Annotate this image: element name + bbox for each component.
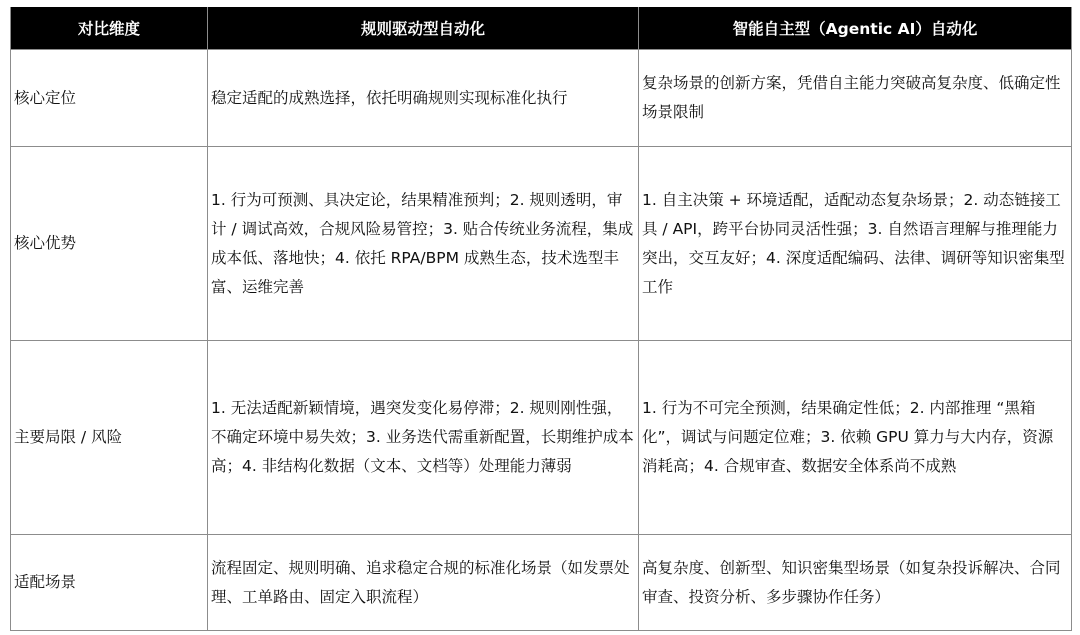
- header-dimension: 对比维度: [11, 7, 208, 50]
- row-agentic-cell: 1. 行为不可完全预测，结果确定性低；2. 内部推理 “黑箱化”，调试与问题定位难；3. 依赖 GPU 算力与大内存，资源消耗高；4. 合规审查、数据安全体系尚不成熟: [639, 341, 1072, 535]
- header-agentic: 智能自主型（Agentic AI）自动化: [639, 7, 1072, 50]
- header-row: [11, 7, 1072, 50]
- row-rule-cell: 流程固定、规则明确、追求稳定合规的标准化场景（如发票处理、工单路由、固定入职流程）: [208, 535, 639, 631]
- comparison-table: [10, 7, 1072, 631]
- table-row: [11, 535, 1072, 631]
- table-row: [11, 147, 1072, 341]
- row-rule-cell: 稳定适配的成熟选择，依托明确规则实现标准化执行: [208, 50, 639, 147]
- table-row: [11, 50, 1072, 147]
- row-dimension: 核心优势: [11, 147, 208, 341]
- table-row: [11, 341, 1072, 535]
- row-rule-cell: 1. 无法适配新颖情境，遇突发变化易停滞；2. 规则刚性强，不确定环境中易失效；3. 业务迭代需重新配置，长期维护成本高；4. 非结构化数据（文本、文档等）处理能力薄弱: [208, 341, 639, 535]
- row-dimension: 核心定位: [11, 50, 208, 147]
- row-rule-cell: 1. 行为可预测、具决定论，结果精准预判；2. 规则透明，审计 / 调试高效，合规风险易管控；3. 贴合传统业务流程，集成成本低、落地快；4. 依托 RPA/BPM 成熟生态，技术选型丰富、运维完善: [208, 147, 639, 341]
- row-agentic-cell: 复杂场景的创新方案，凭借自主能力突破高复杂度、低确定性场景限制: [639, 50, 1072, 147]
- row-agentic-cell: 高复杂度、创新型、知识密集型场景（如复杂投诉解决、合同审查、投资分析、多步骤协作任务）: [639, 535, 1072, 631]
- row-dimension: 适配场景: [11, 535, 208, 631]
- row-agentic-cell: 1. 自主决策 + 环境适配，适配动态复杂场景；2. 动态链接工具 / API，跨平台协同灵活性强；3. 自然语言理解与推理能力突出，交互友好；4. 深度适配编码、法律、调研等知识密集型工作: [639, 147, 1072, 341]
- row-dimension: 主要局限 / 风险: [11, 341, 208, 535]
- header-rule-driven: 规则驱动型自动化: [208, 7, 639, 50]
